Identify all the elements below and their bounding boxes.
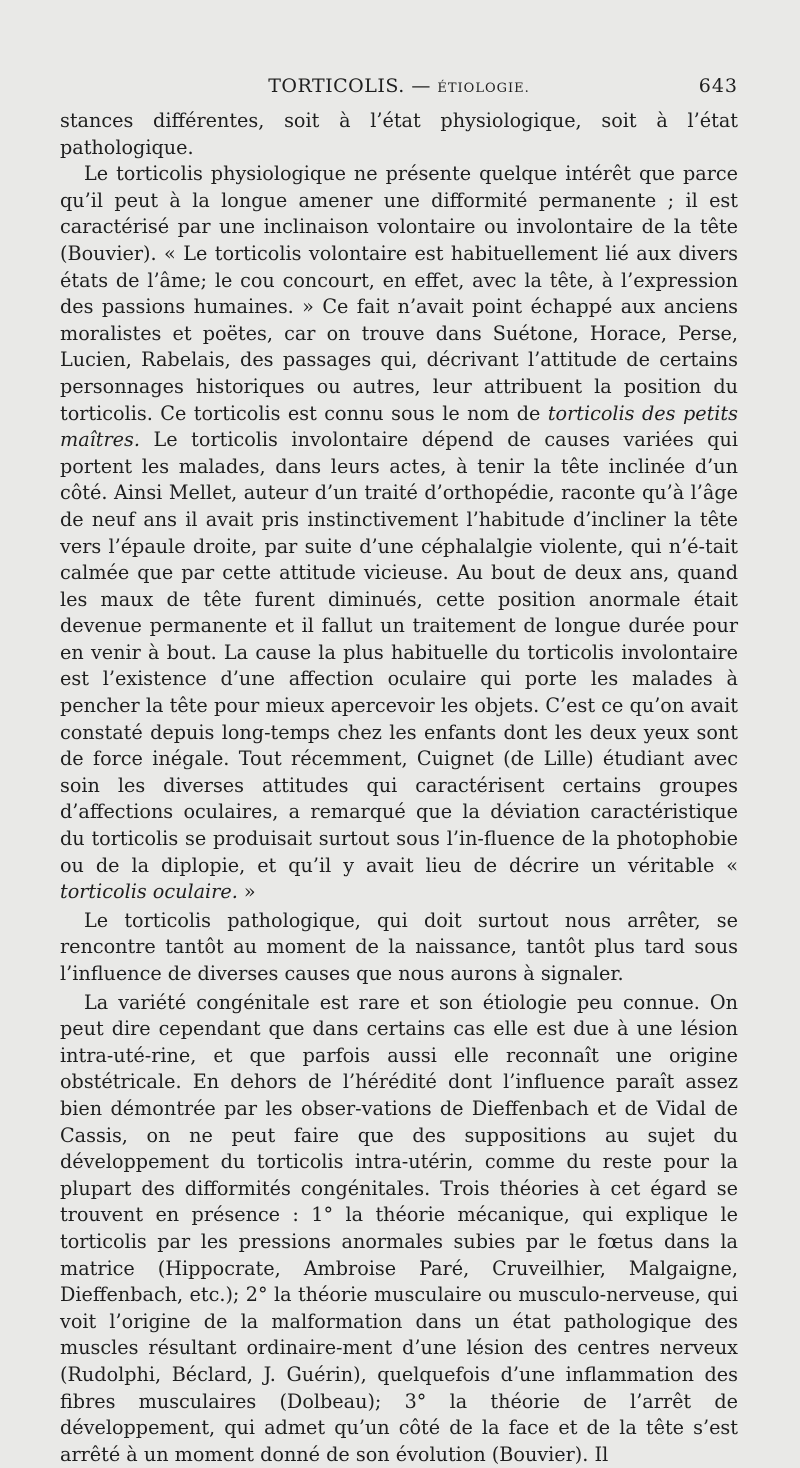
chapter-title: TORTICOLIS. [268,75,405,97]
paragraph-text: Le torticolis physiologique ne présente quelque intérêt que parce qu’il peut à la longue amener une difformité permanente ; il est caractérisé par une inclinaison volontaire ou involontaire de la tête (Bouvier). « Le torticolis volontaire est habituellement lié aux divers états de l’âme; le cou concourt, en effet, avec la tête, à l’expression des passions humaines. » Ce fait n’avait point échappé aux anciens moralistes et poëtes, car on trouve dans Suétone, Horace, Perse, Lucien, Rabelais, des passages qui, décrivant l’attitude de certains personnages historiques ou autres, leur attribuent la position du torticolis. Ce torticolis est connu sous le nom de [60,162,738,425]
running-head [60,72,738,100]
italic-term: torticolis des petits maîtres. [60,401,738,452]
paragraph-continued: stances différentes, soit à l’état physiologique, soit à l’état pathologique. [60,109,738,159]
body-text [60,108,738,1468]
page-number: 643 [698,75,738,97]
running-title [60,72,738,103]
paragraph-physiological [60,161,738,906]
paragraph-text: Le torticolis involontaire dépend de causes variées qui portent les malades, dans leurs actes, à tenir la tête inclinée d’un côté. Ainsi Mellet, auteur d’un traité d’orthopédie, raconte qu’à l’âge de neuf ans il avait pris instinctivement l’habitude d’incliner la tête vers l’épaule droite, par suite d’une céphalalgie violente, qui n’é-tait calmée que par cette attitude vicieuse. Au bout de deux ans, quand les maux de tête furent diminués, cette position anormale était devenue permanente et il fallut un traitement de longue durée pour en venir à bout. La cause la plus habituelle du torticolis involontaire est l’existence d’une affection oculaire qui porte les malades à pencher la tête pour mieux apercevoir les objets. C’est ce qu’on avait constaté depuis long-temps chez les enfants dont les deux yeux sont de force inégale. Tout récemment, Cuignet (de Lille) étudiant avec soin les diverses attitudes qui caractérisent certains groupes d’affections oculaires, a remarqué que la déviation caractéristique du torticolis se produisait surtout sous l’in-fluence de la photophobie ou de la diplopie, et qu’il y avait lieu de décrire un véritable « [60,428,738,877]
italic-term: torticolis oculaire. [60,880,238,904]
paragraph-pathological: Le torticolis pathologique, qui doit surtout nous arrêter, se rencontre tantôt au moment de la naissance, tantôt plus tard sous l’influence de diverses causes que nous aurons à signaler. [60,908,738,985]
closing-quote: » [243,880,256,904]
paragraph-congenital: La variété congénitale est rare et son étiologie peu connue. On peut dire cependant que dans certains cas elle est due à une lésion intra-uté-rine, et que parfois aussi elle reconnaît une origine obstétricale. En dehors de l’hérédité dont l’influence paraît assez bien démontrée par les obser-vations de Dieffenbach et de Vidal de Cassis, on ne peut faire que des suppositions au sujet du développement du torticolis intra-utérin, comme du reste pour la plupart des difformités congénitales. Trois théories à cet égard se trouvent en présence : 1° la théorie mécanique, qui explique le torticolis par les pressions anormales subies par le fœtus dans la matrice (Hippocrate, Ambroise Paré, Cruveilhier, Malgaigne, Dieffenbach, etc.); 2° la théorie musculaire ou musculo-nerveuse, qui voit l’origine de la malformation dans un état pathologique des muscles résultant ordinaire-ment d’une lésion des centres nerveux (Rudolphi, Béclard, J. Guérin), quelquefois d’une inflammation des fibres musculaires (Dolbeau); 3° la théorie de l’arrêt de développement, qui admet qu’un côté de la face et de la tête s’est arrêté à un moment donné de son évolution (Bouvier). Il [60,990,738,1466]
section-title: ÉTIOLOGIE. [437,81,530,96]
title-dash: — [411,75,431,97]
